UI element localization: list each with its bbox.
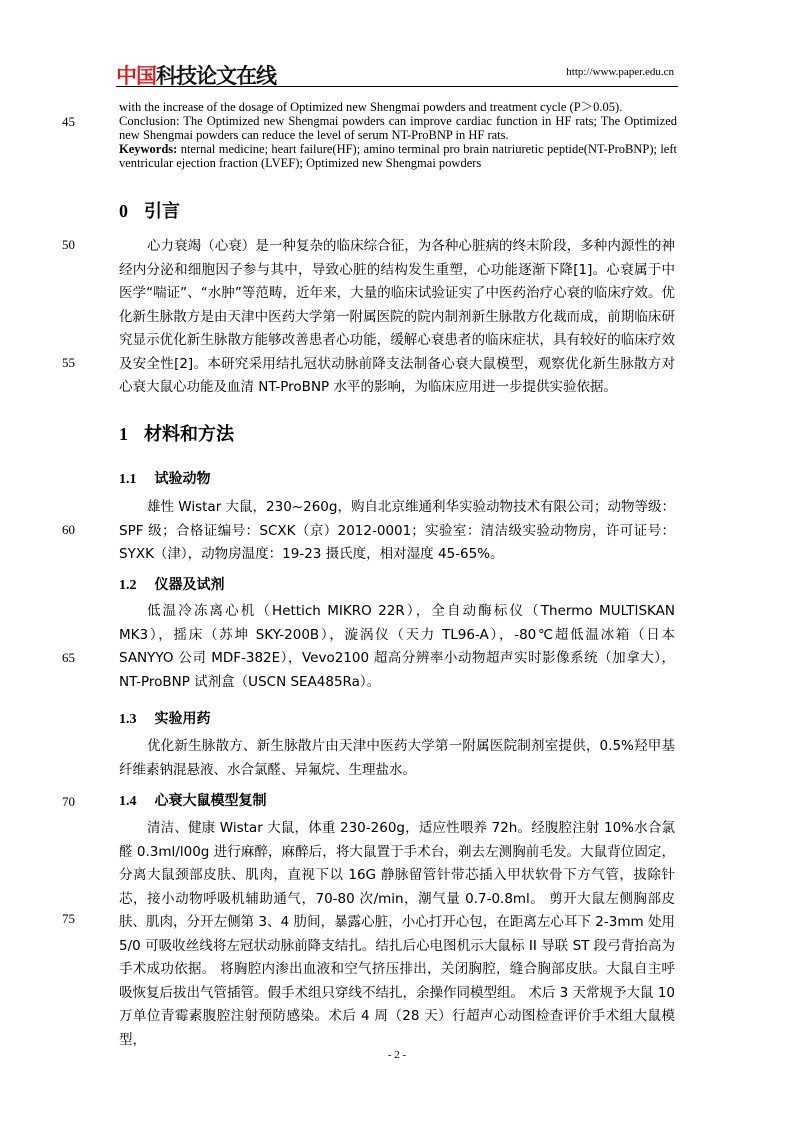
subsection-heading bbox=[119, 790, 267, 810]
subsection-title: 心衰大鼠模型复制 bbox=[154, 793, 267, 809]
subsection-number: 1.4 bbox=[119, 794, 137, 809]
line-number: 65 bbox=[62, 650, 75, 665]
subsection-title: 试验动物 bbox=[154, 471, 211, 487]
header-divider bbox=[116, 86, 678, 87]
line-number: 55 bbox=[62, 355, 75, 370]
subsection-heading bbox=[119, 468, 211, 488]
subsection-paragraph: 清洁、健康 Wistar 大鼠，体重 230-260g，适应性喂养 72h。经腹腔注射 10%水合氯醛 0.3ml/l00g 进行麻醉，麻醉后，将大鼠置于手术台，剃去左测胸前毛发。大鼠背位固定，分离大鼠颈部皮肤、肌肉，直视下以 16G 静脉留管针带芯插入甲状软骨下方气管，拔除针芯，接小动物呼吸机辅助通气，70-80 次/min，潮气量 0.7-0.8ml。 剪开大鼠左侧胸部皮肤、肌肉，分开左侧第 3、4 肋间，暴露心脏，小心打开心包，在距离左心耳下 2-3mm 处用 5/0 可吸收丝线将左冠状动脉前降支结扎。结扎后心电图机示大鼠标 II 导联 ST 段弓背抬高为手术成功依据。 将胸腔内渗出血液和空气挤压排出，关闭胸腔，缝合胸部皮肤。大鼠自主呼吸恢复后拔出气管插管。假手术组只穿线不结扎，余操作同模型组。 术后 3 天常规予大鼠 10 万单位青霉素腹腔注射预防感染。术后 4 周（28 天）行超声心动图检查评价手术组大鼠模型， bbox=[119, 820, 675, 1048]
section-number: 0 bbox=[119, 201, 128, 221]
logo-text-name: 科技论文在线 bbox=[156, 64, 276, 88]
keywords-text: nternal medicine; heart failure(HF); amino terminal pro brain natriuretic peptide(NT-ProBNP); left ventricular ejection fraction (LVEF); Optimized new Shengmai powders bbox=[119, 142, 677, 170]
subsection-number: 1.1 bbox=[119, 472, 137, 487]
abstract-keywords bbox=[119, 142, 677, 170]
subsection-paragraph: 雄性 Wistar 大鼠，230~260g，购自北京维通利华实验动物技术有限公司；动物等级：SPF 级；合格证编号：SCXK（京）2012-0001；实验室：清洁级实验动物房，许可证号：SYXK（津），动物房温度：19-23 摄氏度，相对湿度 45-65%。 bbox=[119, 499, 675, 562]
subsection-paragraph: 优化新生脉散方、新生脉散片由天津中医药大学第一附属医院制剂室提供，0.5%羟甲基纤维素钠混悬液、水合氯醛、异氟烷、生理盐水。 bbox=[119, 738, 675, 778]
introduction-paragraph: 心力衰竭（心衰）是一种复杂的临床综合征，为各种心脏病的终末阶段，多种内源性的神经内分泌和细胞因子参与其中，导致心脏的结构发生重塑，心功能逐渐下降[1]。心衰属于中医学“喘证”、“水肿”等范畴，近年来，大量的临床试验证实了中医药治疗心衰的临床疗效。优化新生脉散方是由天津中医药大学第一附属医院的院内制剂新生脉散方化裁而成，前期临床研究显示优化新生脉散方能够改善患者心功能，缓解心衰患者的临床症状，具有较好的临床疗效及安全性[2]。本研究采用结扎冠状动脉前降支法制备心衰大鼠模型，观察优化新生脉散方对心衰大鼠心功能及血清 NT-ProBNP 水平的影响，为临床应用进一步提供实验依据。 bbox=[119, 238, 675, 395]
abstract-results-end: with the increase of the dosage of Optimized new Shengmai powders and treatment cycle (P＞0.05). bbox=[119, 100, 623, 114]
section-number: 1 bbox=[119, 424, 128, 444]
line-number: 45 bbox=[62, 114, 75, 129]
section-title: 材料和方法 bbox=[144, 424, 234, 445]
section-title: 引言 bbox=[144, 201, 180, 222]
section-heading-methods bbox=[119, 420, 234, 446]
subsection-number: 1.2 bbox=[119, 578, 137, 593]
header-url: http://www.paper.edu.cn bbox=[566, 66, 674, 78]
page-number: - 2 - bbox=[387, 1049, 407, 1061]
subsection-title: 实验用药 bbox=[154, 711, 211, 727]
line-number: 70 bbox=[62, 794, 75, 809]
keywords-label: Keywords: bbox=[119, 142, 178, 156]
line-number: 50 bbox=[62, 237, 75, 252]
abstract-conclusion: Conclusion: The Optimized new Shengmai powders can improve cardiac function in HF rats; The Optimized new Shengmai powders can reduce the level of serum NT-ProBNP in HF rats. bbox=[119, 114, 677, 142]
abstract-tail bbox=[119, 100, 677, 170]
subsection-number: 1.3 bbox=[119, 712, 137, 727]
section-heading-introduction bbox=[119, 197, 180, 223]
logo-text-china: 中国 bbox=[116, 64, 156, 88]
subsection-paragraph: 低温冷冻离心机（Hettich MIKRO 22R），全自动酶标仪（Thermo MULTISKAN MK3），摇床（苏坤 SKY-200B），漩涡仪（天力 TL96-A），-80℃超低温冰箱（日本 SANYYO 公司 MDF-382E），Vevo2100 超高分辨率小动物超声实时影像系统（加拿大），NT-ProBNP 试剂盒（USCN SEA485Ra）。 bbox=[119, 603, 675, 690]
line-number: 60 bbox=[62, 522, 75, 537]
subsection-title: 仪器及试剂 bbox=[154, 577, 225, 593]
line-number: 75 bbox=[62, 911, 75, 926]
subsection-heading bbox=[119, 708, 211, 728]
subsection-heading bbox=[119, 574, 225, 594]
